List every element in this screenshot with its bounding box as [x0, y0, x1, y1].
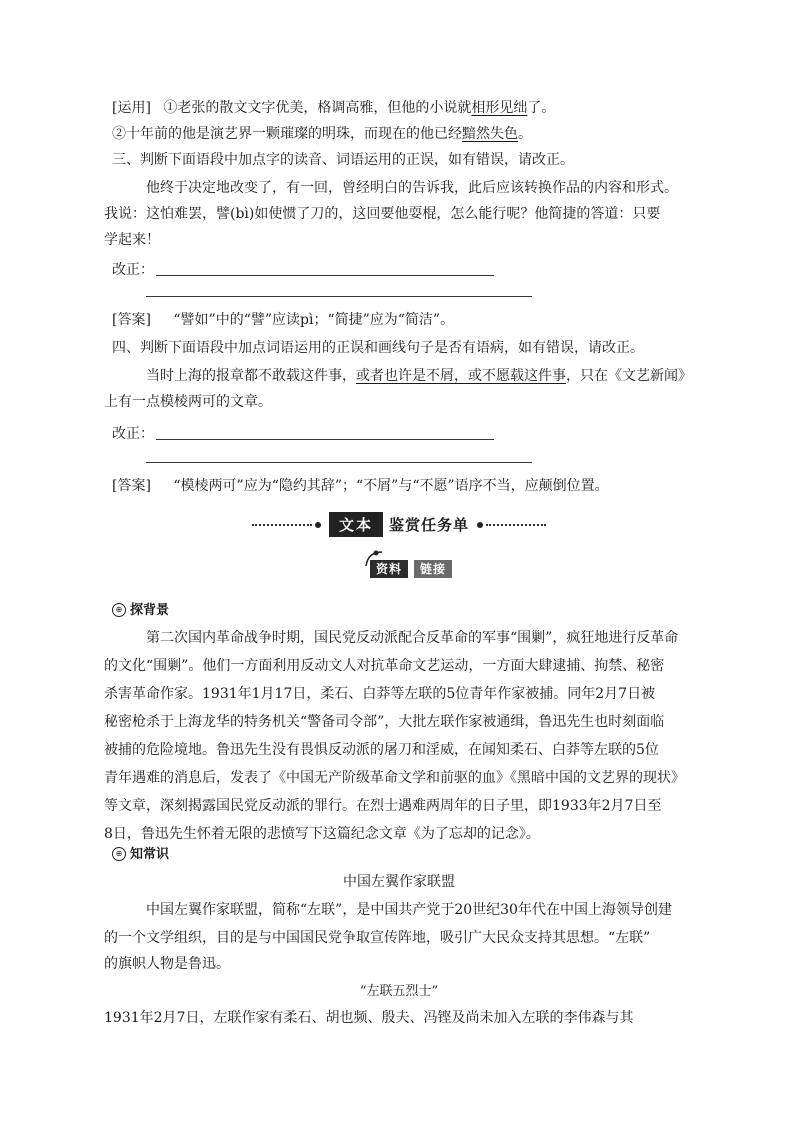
question-3-heading: 三、判断下面语段中加点字的读音、词语运用的正误，如有错误，请改正。	[112, 152, 574, 168]
background-line-2: 的文化“围剿”。他们一方面利用反动文人对抗革命文艺运动，一方面大肆逮捕、拘禁、秘密	[104, 658, 665, 674]
knowledge-title-row	[112, 844, 169, 865]
background-line-6: 青年遇难的消息后，发表了《中国无产阶级革命文学和前驱的血》《黑暗中国的文艺界的现状》	[104, 770, 685, 786]
question-4-para-line-2: 上有一点模棱两可的文章。	[104, 394, 272, 410]
section-header-text: 鉴赏任务单	[389, 516, 470, 534]
background-line-5: 被捕的危险境地。鲁迅先生没有畏惧反动派的屠刀和淫威，在闻知柔石、白莽等左联的5位	[104, 742, 659, 758]
background-title: 探背景	[130, 603, 170, 618]
left-dot	[315, 522, 321, 528]
knowledge-subtitle-2: “左联五烈士”	[359, 984, 439, 999]
knowledge-line-3: 的旗帜人物是鲁迅。	[104, 956, 230, 972]
fix-line-3	[112, 260, 494, 280]
badge-left: 资料	[370, 560, 408, 578]
fix-label-4: 改正：	[112, 426, 154, 442]
question-4-para-line-1	[112, 366, 692, 386]
background-line-3: 杀害革命作家。1931年1月17日，柔石、白莽等左联的5位青年作家被捕。同年2月7日被	[104, 686, 656, 702]
question-3-para-line-1: 他终于决定地改变了，有一回，曾经明白的告诉我，此后应该转换作品的内容和形式。	[146, 180, 678, 196]
question-3-para-line-3: 学起来！	[104, 232, 160, 248]
knowledge-line-1: 中国左翼作家联盟，简称“左联”，是中国共产党于20世纪30年代在中国上海领导创建	[146, 902, 672, 918]
background-title-row	[112, 600, 169, 621]
fix-label: 改正：	[112, 262, 154, 278]
usage-underlined-1: 相形见绌	[471, 100, 528, 116]
answer-tag-4: [答案]	[112, 478, 151, 494]
knowledge-line-2: 的一个文学组织，目的是与中国国民党争取宣传阵地，吸引广大民众支持其思想。“左联”	[104, 930, 651, 946]
usage-text-2b: 。	[518, 126, 532, 142]
badge-right: 链接	[414, 560, 452, 578]
section-header-black-label: 文本	[329, 512, 383, 537]
answer-4-text: “模棱两可”应为“隐约其辞”；“不屑”与“不愿”语序不当，应颠倒位置。	[173, 478, 609, 494]
question-4-text-b: ，只在《文艺新闻》	[566, 368, 692, 384]
usage-line-2	[112, 124, 532, 144]
background-line-1: 第二次国内革命战争时期，国民党反动派配合反革命的军事“围剿”，疯狂地进行反革命	[146, 630, 679, 646]
usage-text-1b: 了。	[527, 100, 556, 116]
knowledge-title: 知常识	[130, 847, 170, 862]
fix-line-4	[112, 424, 494, 444]
question-3-para-line-2: 我说：这怕难罢，譬(bì)如使惯了刀的，这回要他耍棍，怎么能行呢？他简捷的答道：只要	[104, 206, 661, 222]
fix-input-4b[interactable]	[146, 462, 532, 463]
section-header	[112, 512, 686, 538]
answer-tag: [答案]	[112, 312, 151, 328]
question-4-text-a: 当时上海的报章都不敢载这件事，	[146, 368, 356, 384]
usage-tag: [运用]	[112, 100, 151, 116]
question-4-heading: 四、判断下面语段中加点词语运用的正误和画线句子是否有语病，如有错误，请改正。	[112, 340, 644, 356]
answer-3-text: “譬如”中的“譬”应读pì；“简捷”应为“简洁”。	[173, 312, 455, 328]
background-line-8: 8日，鲁迅先生怀着无限的悲愤写下这篇纪念文章《为了忘却的记念》。	[104, 826, 540, 842]
background-line-4: 秘密枪杀于上海龙华的特务机关“警备司令部”，大批左联作家被通缉，鲁迅先生也时刻面临	[104, 714, 665, 730]
background-bullet-icon: ⊕	[112, 603, 126, 617]
left-dotted-rule	[252, 524, 312, 526]
resource-link-badge	[362, 548, 462, 582]
usage-text-2a: ②十年前的他是演艺界一颗璀璨的明珠，而现在的他已经	[112, 126, 462, 142]
fix-input-3b[interactable]	[146, 296, 532, 297]
fix-input-3a[interactable]	[156, 261, 494, 276]
right-dotted-rule	[486, 524, 546, 526]
usage-text-1a: ①老张的散文文字优美，格调高雅，但他的小说就	[163, 100, 472, 116]
answer-4-line	[112, 476, 609, 496]
knowledge-bullet-icon: ⊕	[112, 847, 126, 861]
background-line-7: 等文章，深刻揭露国民党反动派的罪行。在烈士遇难两周年的日子里，即1933年2月7日至	[104, 798, 662, 814]
fix-input-4a[interactable]	[156, 425, 494, 440]
answer-3-line	[112, 310, 454, 330]
knowledge-line-4: 1931年2月7日，左联作家有柔石、胡也频、殷夫、冯铿及尚未加入左联的李伟森与其	[104, 1010, 634, 1026]
right-dot	[477, 522, 483, 528]
usage-underlined-2: 黯然失色	[462, 126, 518, 142]
question-4-underlined: 或者也许是不屑，或不愿载这件事	[356, 368, 566, 384]
knowledge-subtitle-1: 中国左翼作家联盟	[343, 874, 455, 890]
usage-line-1	[112, 98, 555, 118]
